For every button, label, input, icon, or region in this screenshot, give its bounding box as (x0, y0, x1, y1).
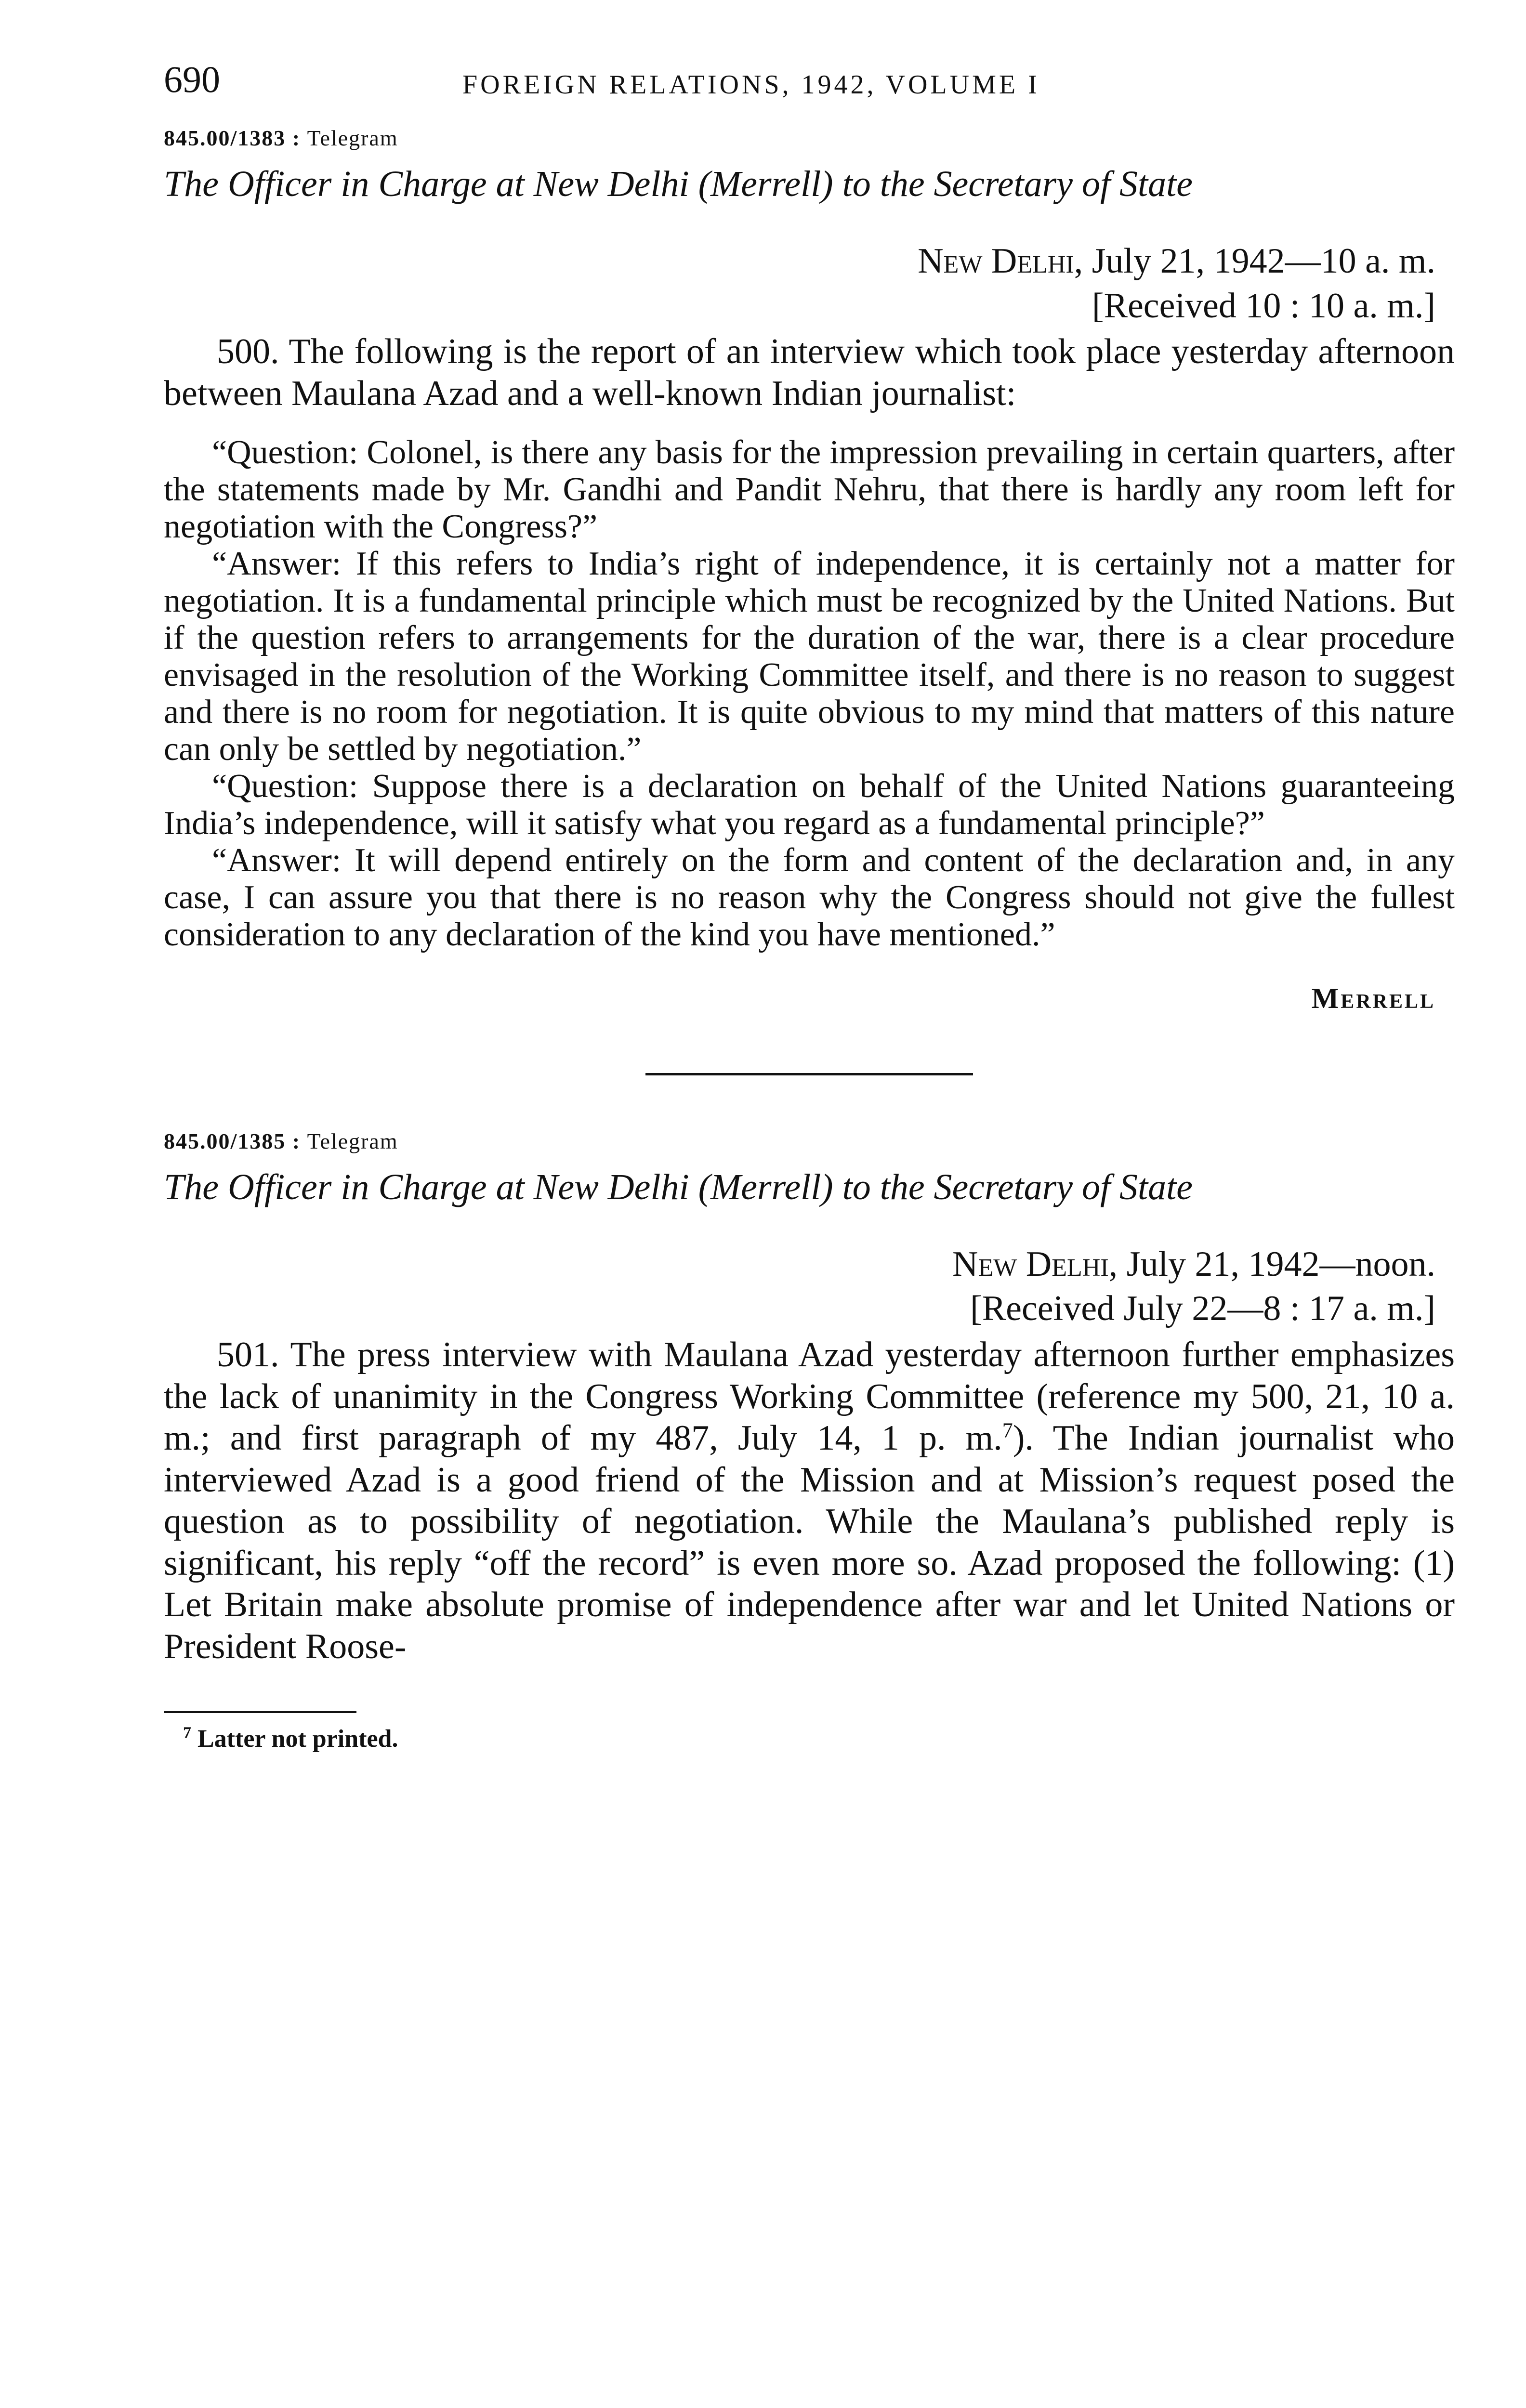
quote-question-1: “Question: Colonel, is there any basis for the impression prevailing in certain quarters, after the statements made by Mr. Gandhi and Pandit Nehru, that there is hardly any room left for negotiation with the Congress?” (164, 433, 1455, 545)
file-reference: 845.00/1383 : Telegram (164, 126, 398, 150)
received-line: [Received July 22—8 : 17 a. m.] (970, 1289, 1435, 1329)
running-head (164, 58, 1455, 120)
page-number: 690 (164, 58, 220, 100)
footnote-reference[interactable]: 7 (1002, 1418, 1013, 1442)
footnote-rule (164, 1711, 356, 1713)
document-1 (164, 125, 1455, 1015)
body-text-part-2: ). The Indian journalist who interviewed Azad is a good friend of the Mission and at Mission’s request posed the question as to possibility of negotiation. While the Maulana’s published reply is significant, his reply “off the record” is even more so. Azad proposed the following: (1) Let Britain make absolute promise of independence after war and let United Nations or President Roose- (164, 1418, 1455, 1666)
document-type: Telegram (307, 1128, 398, 1153)
quote-question-2: “Question: Suppose there is a declaration on behalf of the United Nations guaranteeing India’s independence, will it satisfy what you regard as a fundamental principle?” (164, 767, 1455, 842)
section-separator (645, 1073, 973, 1075)
file-reference: 845.00/1385 : Telegram (164, 1128, 398, 1153)
footnote-text: Latter not printed. (197, 1725, 398, 1753)
dateline-place: New Delhi (952, 1244, 1109, 1284)
telegram-intro: 500. The following is the report of an interview which took place yesterday afternoon between Maulana Azad and a well-known Indian journalist: (164, 332, 1455, 413)
dateline (164, 239, 1455, 284)
document-type: Telegram (307, 126, 398, 150)
document-title: The Officer in Charge at New Delhi (Merrell) to the Secretary of State (164, 1166, 1193, 1207)
dateline-date: , July 21, 1942—10 a. m. (1074, 241, 1435, 281)
quote-answer-2: “Answer: It will depend entirely on the form and content of the declaration and, in any case, I can assure you that there is no reason why the Congress should not give the fullest consideration to any declaration of the kind you have mentioned.” (164, 841, 1455, 953)
dateline-date: , July 21, 1942—noon. (1108, 1244, 1435, 1284)
document-title: The Officer in Charge at New Delhi (Merrell) to the Secretary of State (164, 164, 1193, 204)
body-text-part-1: 501. The press interview with Maulana Azad yesterday afternoon further emphasizes the lack of unanimity in the Congress Working Committee (reference my 500, 21, 10 a. m.; and first paragraph of my 487, July 14, 1 p. m. (164, 1335, 1455, 1458)
footnote-mark: 7 (183, 1724, 191, 1742)
signature: Merrell (1311, 982, 1435, 1014)
dateline-place: New Delhi (918, 241, 1074, 281)
footnote (164, 1725, 1455, 1753)
document-page (164, 58, 1455, 1753)
file-number: 845.00/1383 (164, 126, 286, 150)
received-line: [Received 10 : 10 a. m.] (1092, 286, 1435, 326)
running-title: FOREIGN RELATIONS, 1942, VOLUME I (462, 70, 1040, 100)
telegram-body (164, 1334, 1455, 1668)
interview-quotes (164, 434, 1455, 953)
document-2 (164, 1128, 1455, 1668)
file-number: 845.00/1385 (164, 1128, 286, 1153)
quote-answer-1: “Answer: If this refers to India’s right of independence, it is certainly not a matter for negotiation. It is a fundamental principle which must be recognized by the United Nations. But if the question refers to arrangements for the duration of the war, there is a clear procedure envisaged in the resolution of the Working Committee itself, and there is no reason to suggest and there is no room for negotiation. It is quite obvious to my mind that matters of this nature can only be settled by negotiation.” (164, 545, 1455, 768)
dateline (164, 1242, 1455, 1287)
